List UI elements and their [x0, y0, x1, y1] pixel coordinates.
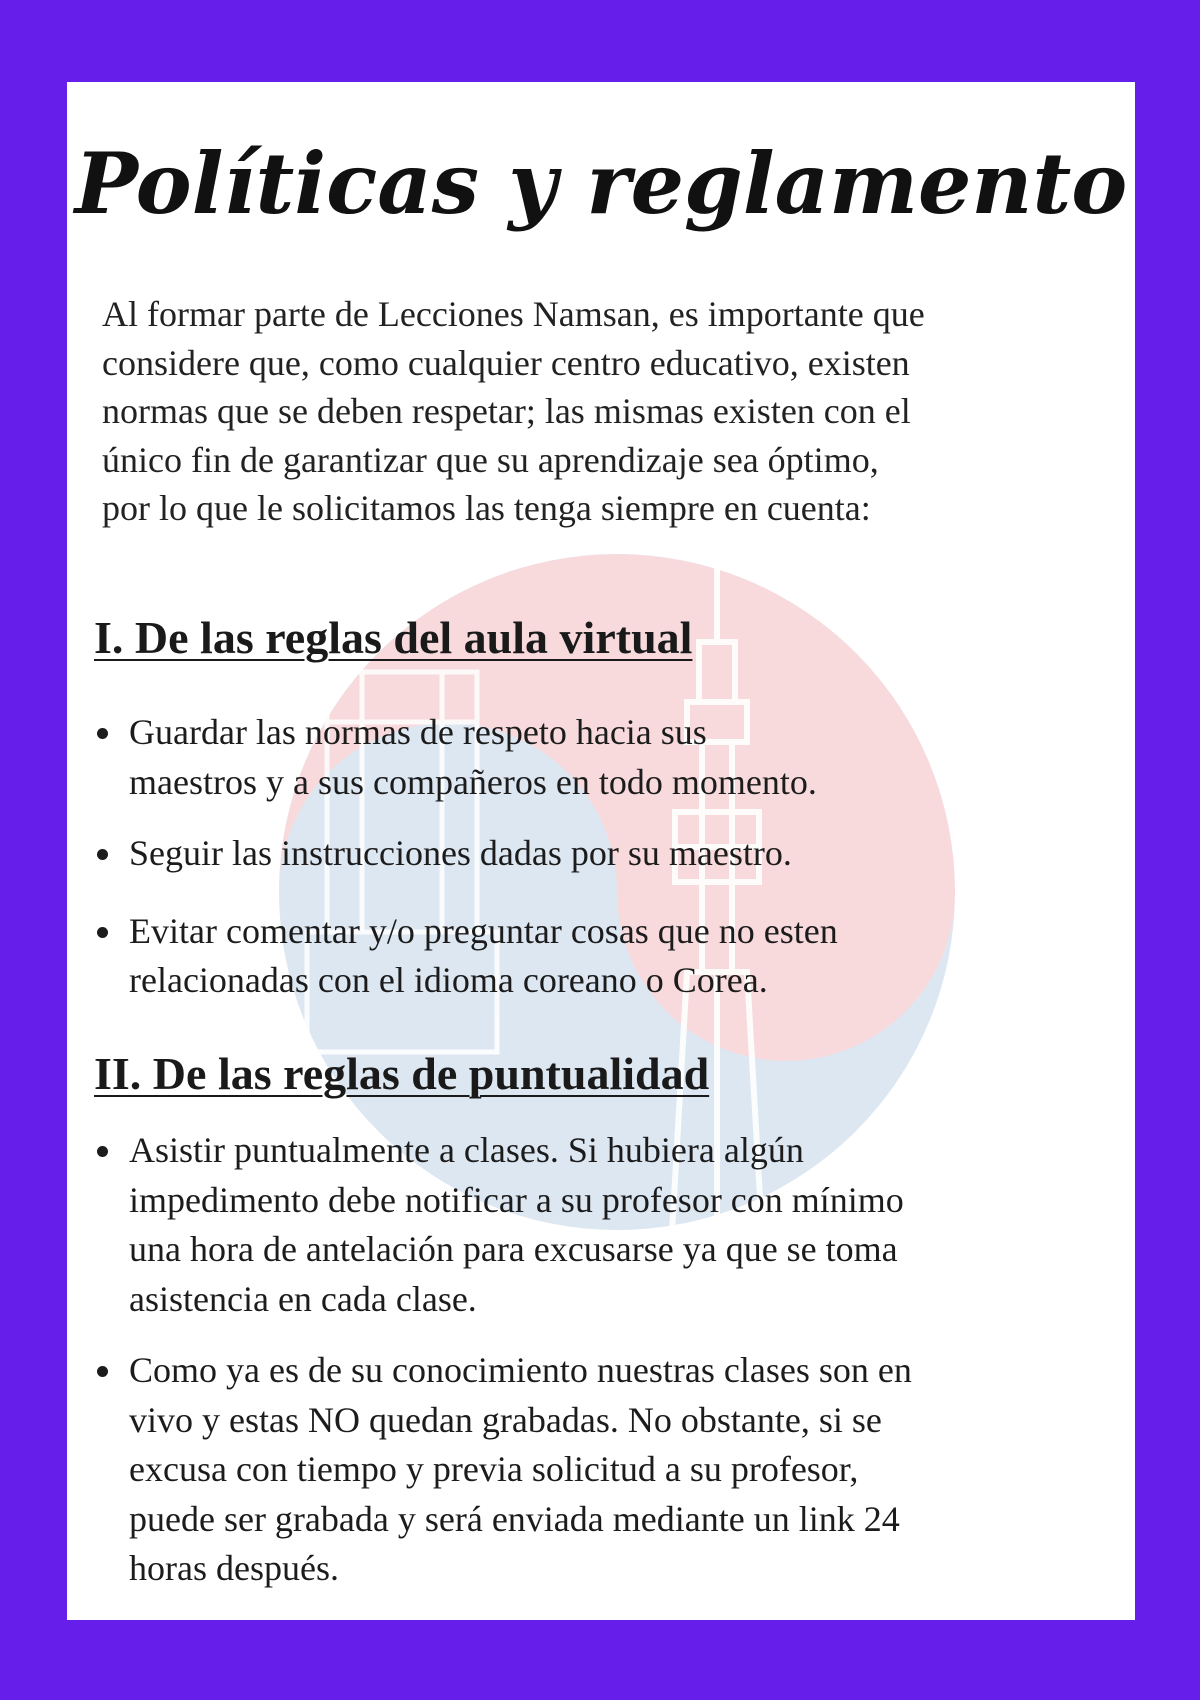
rule-line: Guardar las normas de respeto hacia sus — [129, 712, 707, 752]
rules-list-puntualidad — [95, 1126, 1105, 1594]
rule-line: asistencia en cada clase. — [129, 1278, 477, 1319]
rule-line: Como ya es de su conocimiento nuestras clases son en — [129, 1350, 912, 1390]
intro-line: por lo que le solicitamos las tenga siempre en cuenta: — [102, 488, 871, 528]
page-title: Políticas y reglamento — [74, 134, 1128, 233]
rule-line: Asistir puntualmente a clases. Si hubiera algún — [129, 1130, 804, 1170]
rule-item — [95, 1346, 1105, 1594]
rule-line: Evitar comentar y/o preguntar cosas que no esten — [129, 910, 838, 951]
intro-line: normas que se deben respetar; las mismas existen con el — [102, 391, 911, 431]
intro-paragraph — [102, 290, 1112, 533]
rules-list-aula-virtual — [95, 708, 1105, 1006]
rule-line: excusa con tiempo y previa solicitud a su profesor, — [129, 1449, 859, 1489]
bullet-icon — [97, 728, 108, 739]
bullet-icon — [97, 927, 108, 938]
bullet-icon — [97, 849, 108, 860]
rule-line: Seguir las instrucciones dadas por su maestro. — [129, 833, 792, 873]
rule-line: relacionadas con el idioma coreano o Corea. — [129, 960, 768, 1000]
rule-line: impedimento debe notificar a su profesor con mínimo — [129, 1179, 904, 1220]
rule-item — [95, 708, 1105, 807]
rule-line: horas después. — [129, 1548, 339, 1588]
section-heading-puntualidad: II. De las reglas de puntualidad — [94, 1048, 710, 1099]
rule-item — [95, 1126, 1105, 1324]
bullet-icon — [97, 1146, 108, 1157]
document-page — [67, 82, 1135, 1620]
section-heading-aula-virtual: I. De las reglas del aula virtual — [94, 612, 693, 663]
rule-item — [95, 907, 1105, 1006]
rule-line: vivo y estas NO quedan grabadas. No obstante, si se — [129, 1399, 882, 1440]
bullet-icon — [97, 1366, 108, 1377]
rule-line: una hora de antelación para excusarse ya que se toma — [129, 1229, 898, 1269]
intro-line: considere que, como cualquier centro educativo, existen — [102, 342, 910, 383]
rule-line: puede ser grabada y será enviada mediante un link 24 — [129, 1498, 900, 1539]
rule-line: maestros y a sus compañeros en todo momento. — [129, 761, 817, 802]
rule-item — [95, 829, 1105, 879]
intro-line: único fin de garantizar que su aprendizaje sea óptimo, — [102, 439, 879, 480]
intro-line: Al formar parte de Lecciones Namsan, es importante que — [102, 294, 925, 334]
